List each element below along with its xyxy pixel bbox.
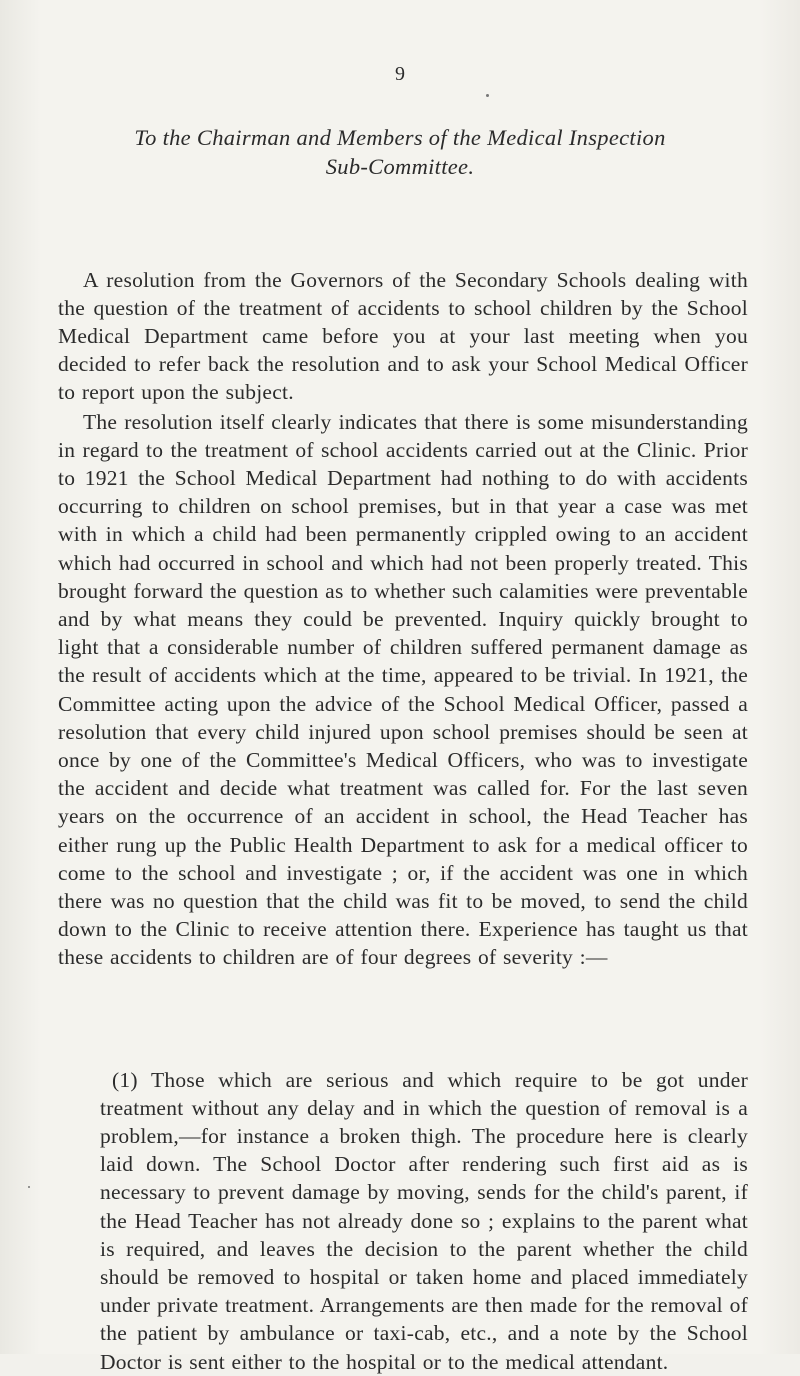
paragraph-serious-cases: (1) Those which are serious and which require to be got under treatment without any delay and in which the question of removal is a problem,—for instance a broken thigh. The procedure here is clearly laid down. The School Doctor after rendering such first aid as is necessary to prevent damage by moving, sends for the child's parent, if the Head Teacher has not already done so ; explains to the parent what is required, and leaves the decision to the parent whether the child should be removed to hospital or taken home and placed immediately under private treatment. Arrangements are then made for the removal of the patient by ambulance or taxi-cab, etc., and a note by the School Doctor is sent either to the hospital or to the medical attendant. (100, 1067, 748, 1374)
paper-speck (28, 1186, 30, 1188)
salutation-line-1: To the Chairman and Members of the Medical Inspection (134, 125, 666, 150)
paragraph-misunderstanding: The resolution itself clearly indicates that there is some misunderstanding in regard to the treatment of school accidents carried out at the Clinic. Prior to 1921 the School Medical Department had nothing to do with accidents occurring to children on school premises, but in that year a case was met with in which a child had been permanently crippled owing to an accident which had occurred in school and which had not been properly treated. This brought forward the question as to whether such calamities were preventable and by what means they could be prevented. Inquiry quickly brought to light that a considerable number of children suffered permanent damage as the result of accidents which at the time, appeared to be trivial. In 1921, the Committee acting upon the advice of the School Medical Officer, passed a resolution that every child injured upon school premises should be seen at once by one of the Committee's Medical Officers, who was to investigate the accident and decide what treatment was called for. For the last seven years on the occurrence of an accident in school, the Head Teacher has either rung up the Public Health Department to ask for a medical officer to come to the school and investigate ; or, if the accident was one in which there was no question that the child was fit to be moved, to send the child down to the Clinic to receive attention there. Experience has taught us that these accidents to children are of four degrees of severity :— (58, 409, 748, 970)
paragraph-resolution: A resolution from the Governors of the Secondary Schools dealing with the question of the treatment of accidents to school children by the School Medical Department came before you at your last meeting when you decided to refer back the resolution and to ask your School Medical Officer to report upon the subject. (58, 267, 748, 405)
salutation-heading (50, 123, 750, 181)
page-number: 9 (395, 63, 405, 85)
salutation-line-2: Sub-Committee. (325, 154, 475, 179)
paper-speck (486, 94, 489, 97)
